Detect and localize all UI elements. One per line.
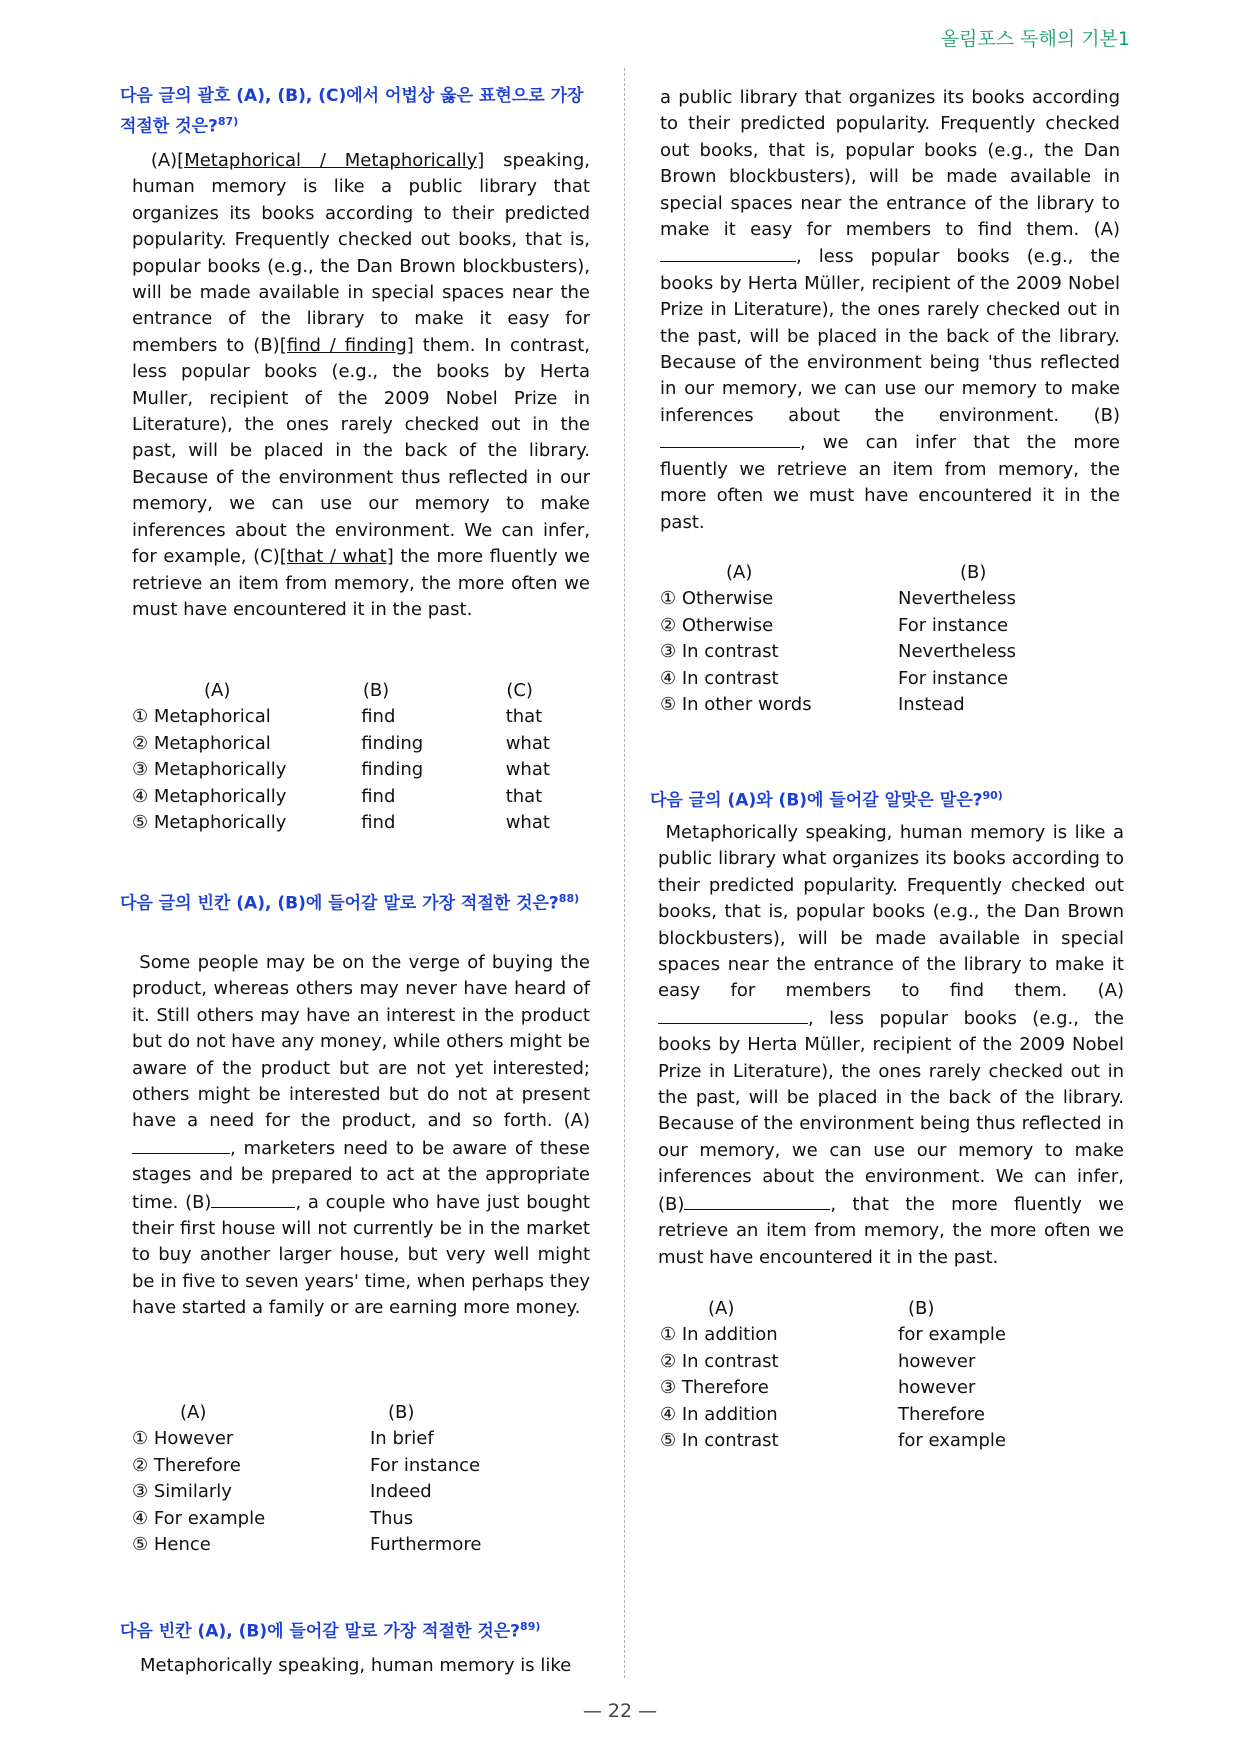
question-89-title-text: 다음 빈칸 (A), (B)에 들어갈 말로 가장 적절한 것은? <box>120 1621 521 1642</box>
question-87-number: 87) <box>217 115 239 128</box>
option-1-a: ① Metaphorical <box>132 706 271 728</box>
option-4-c: that <box>505 785 543 807</box>
question-89-passage <box>660 85 1120 536</box>
page-number: — 22 — <box>582 1700 658 1722</box>
option-header-b: (B) <box>960 562 987 583</box>
question-89-title <box>120 1614 600 1645</box>
option-row-2[interactable] <box>660 1349 1130 1375</box>
option-row-4[interactable] <box>660 1402 1130 1428</box>
option-row-4[interactable] <box>132 784 602 810</box>
option-row-2[interactable] <box>660 613 1130 639</box>
q88-blank-a <box>132 1135 230 1154</box>
options-header-row <box>660 560 1130 586</box>
q87-text-3: them. In contrast, less popular books (e.g., the books by Herta Muller, recipient of the 2009 Nobel Prize in Literature), the ones rarely checked out in the past, will be placed in the back of the library. Because of the environment thus reflected in our memory, we can use our memory to make inferences about the environment. We can infer, for example, (C) <box>132 334 591 568</box>
option-1-b: for example <box>898 1324 1006 1346</box>
option-2-b: however <box>898 1350 976 1372</box>
question-87-options <box>132 678 602 836</box>
options-header-row <box>660 1296 1130 1322</box>
option-row-5[interactable] <box>660 1428 1130 1454</box>
question-89-passage-start <box>140 1653 590 1679</box>
option-3-b: Nevertheless <box>898 641 1017 663</box>
option-1-b: find <box>361 706 396 728</box>
option-row-3[interactable] <box>660 1375 1130 1401</box>
question-90-title-text: 다음 글의 (A)와 (B)에 들어갈 알맞은 말은? <box>650 790 983 811</box>
option-row-4[interactable] <box>660 666 1130 692</box>
q88-text-2: , marketers need to be aware of these stages and be prepared to act at the appropriate time. (B) <box>132 1137 590 1213</box>
option-3-a: ③ Similarly <box>132 1481 232 1503</box>
options-header-row <box>132 1400 602 1426</box>
question-88-number: 88) <box>558 892 580 905</box>
question-90-options <box>660 1296 1130 1454</box>
option-3-a: ③ Therefore <box>660 1377 769 1399</box>
option-5-b: Furthermore <box>370 1534 482 1556</box>
option-5-c: what <box>505 812 550 834</box>
option-5-a: ⑤ Hence <box>132 1534 211 1556</box>
q87-choice-b: [find / finding] <box>279 334 414 356</box>
option-4-a: ④ For example <box>132 1507 266 1529</box>
option-row-5[interactable] <box>660 692 1130 718</box>
option-2-b: For instance <box>370 1454 481 1476</box>
question-88-options <box>132 1400 602 1558</box>
option-5-b: for example <box>898 1430 1006 1452</box>
option-header-a: (A) <box>726 562 753 583</box>
q89-blank-b <box>660 429 800 448</box>
q88-text-1: Some people may be on the verge of buying the product, whereas others may never have heard of it. Still others may have an interest in the product but do not have any money, while others might be aware of the product but are not yet interested; others might be interested but do not at present have a need for the product, and so forth. (A) <box>132 952 590 1132</box>
option-5-a: ⑤ In other words <box>660 694 812 716</box>
question-90-number: 90) <box>982 789 1003 802</box>
option-1-a: ① Otherwise <box>660 588 774 610</box>
option-2-a: ② Therefore <box>132 1454 241 1476</box>
option-4-a: ④ In contrast <box>660 667 779 689</box>
option-3-b: Indeed <box>370 1481 432 1503</box>
q87-text-2: speaking, human memory is like a public library that organizes its books according to their predicted popularity. Frequently checked out books, that is, popular books (e.g., the Dan Brown blockbusters), will be made available in special spaces near the entrance of the library to make it easy for members to (B) <box>132 150 590 356</box>
q89-text-1: a public library that organizes its books according to their predicted popularity. Frequently checked out books, that is, popular books (e.g., the Dan Brown blockbusters), will be made available in special spaces near the entrance of the library to make it easy for members to find them. (A) <box>660 87 1120 241</box>
option-2-b: For instance <box>898 614 1009 636</box>
question-88-title-text: 다음 글의 빈칸 (A), (B)에 들어갈 말로 가장 적절한 것은? <box>120 893 559 914</box>
q87-choice-a: [Metaphorical / Metaphorically] <box>177 150 485 171</box>
q90-blank-b <box>684 1191 830 1210</box>
question-87-passage <box>132 148 590 623</box>
option-row-2[interactable] <box>132 731 602 757</box>
option-row-3[interactable] <box>132 757 602 783</box>
option-row-3[interactable] <box>132 1479 602 1505</box>
q89-text-start: Metaphorically speaking, human memory is like <box>140 1655 572 1676</box>
option-2-a: ② In contrast <box>660 1350 779 1372</box>
q88-text-3: , a couple who have just bought their first house will not currently be in the market to buy another larger house, but very well might be in five to seven years' time, when perhaps they have started a family or are earning more money. <box>132 1191 590 1319</box>
option-header-b: (B) <box>908 1298 935 1319</box>
option-2-b: finding <box>361 732 424 754</box>
option-4-b: Therefore <box>898 1403 985 1425</box>
option-row-1[interactable] <box>660 1322 1130 1348</box>
column-divider <box>624 68 625 1678</box>
q90-text-3: , that the more fluently we retrieve an item from memory, the more often we must have encountered it in the past. <box>658 1193 1124 1268</box>
option-header-b: (B) <box>388 1402 415 1423</box>
option-1-a: ① However <box>132 1428 234 1450</box>
q90-text-2: , less popular books (e.g., the books by Herta Müller, recipient of the 2009 Nobel Prize in Literature), the ones rarely checked out in the past, will be placed in the back of the library. Because of the environment being thus reflected in our memory, we can use our memory to make inferences about the environment. We can infer, (B) <box>658 1007 1124 1215</box>
option-4-a: ④ Metaphorically <box>132 785 287 807</box>
q90-blank-a <box>658 1005 808 1024</box>
q88-blank-b <box>211 1189 295 1208</box>
option-header-c: (C) <box>506 680 533 701</box>
option-row-1[interactable] <box>660 586 1130 612</box>
question-87-title <box>120 84 600 140</box>
q89-text-2: , less popular books (e.g., the books by Herta Müller, recipient of the 2009 Nobel Prize in Literature), the ones rarely checked out in the past, will be placed in the back of the library. Because of the environment being 'thus reflected in our memory, we can use our memory to make inferences about the environment. (B) <box>660 246 1120 426</box>
option-2-c: what <box>505 732 550 754</box>
option-header-a: (A) <box>180 1402 207 1423</box>
option-1-b: In brief <box>370 1428 434 1450</box>
option-3-b: finding <box>361 759 424 781</box>
option-5-b: Instead <box>898 694 965 716</box>
q90-text-1: Metaphorically speaking, human memory is like a public library what organizes its books according to their predicted popularity. Frequently checked out books, that is, popular books (e.g., the Dan Brown blockbusters), will be made available in special spaces near the entrance of the library to make it easy for members to find them. (A) <box>658 822 1124 1002</box>
question-87-title-text: 다음 글의 괄호 (A), (B), (C)에서 어법상 옳은 표현으로 가장 적절한 것은? <box>120 86 584 137</box>
option-1-a: ① In addition <box>660 1324 778 1346</box>
option-4-a: ④ In addition <box>660 1403 778 1425</box>
q87-text-1: (A) <box>150 150 178 171</box>
q87-text-4: the more fluently we retrieve an item from memory, the more often we must have encountered it in the past. <box>132 546 590 620</box>
option-1-b: Nevertheless <box>898 588 1017 610</box>
option-4-b: For instance <box>898 667 1009 689</box>
option-header-a: (A) <box>708 1298 735 1319</box>
option-2-a: ② Metaphorical <box>132 732 271 754</box>
question-88-passage <box>132 950 590 1322</box>
q89-blank-a <box>660 243 796 262</box>
option-row-3[interactable] <box>660 639 1130 665</box>
option-header-a: (A) <box>204 680 231 701</box>
question-90-title <box>650 783 1130 814</box>
option-4-b: find <box>361 785 396 807</box>
option-row-2[interactable] <box>132 1453 602 1479</box>
option-5-a: ⑤ In contrast <box>660 1430 779 1452</box>
option-row-5[interactable] <box>132 810 602 836</box>
option-3-c: what <box>505 759 550 781</box>
option-1-c: that <box>505 706 543 728</box>
option-row-1[interactable] <box>132 1426 602 1452</box>
option-2-a: ② Otherwise <box>660 614 774 636</box>
options-header-row <box>132 678 602 704</box>
option-5-a: ⑤ Metaphorically <box>132 812 287 834</box>
question-89-number: 89) <box>520 1620 541 1633</box>
option-3-a: ③ In contrast <box>660 641 779 663</box>
option-5-b: find <box>361 812 396 834</box>
option-3-b: however <box>898 1377 976 1399</box>
q89-text-3: , we can infer that the more fluently we retrieve an item from memory, the more often we must have encountered it in the past. <box>660 432 1120 533</box>
option-row-5[interactable] <box>132 1532 602 1558</box>
question-90-passage <box>658 820 1124 1271</box>
option-3-a: ③ Metaphorically <box>132 759 287 781</box>
page-header: 올림포스 독해의 기본1 <box>940 28 1130 50</box>
option-4-b: Thus <box>370 1507 414 1529</box>
q87-choice-c: [that / what] <box>279 546 394 568</box>
option-header-b: (B) <box>362 680 390 701</box>
question-88-title <box>120 886 600 917</box>
question-89-options <box>660 560 1130 718</box>
option-row-4[interactable] <box>132 1506 602 1532</box>
option-row-1[interactable] <box>132 704 602 730</box>
